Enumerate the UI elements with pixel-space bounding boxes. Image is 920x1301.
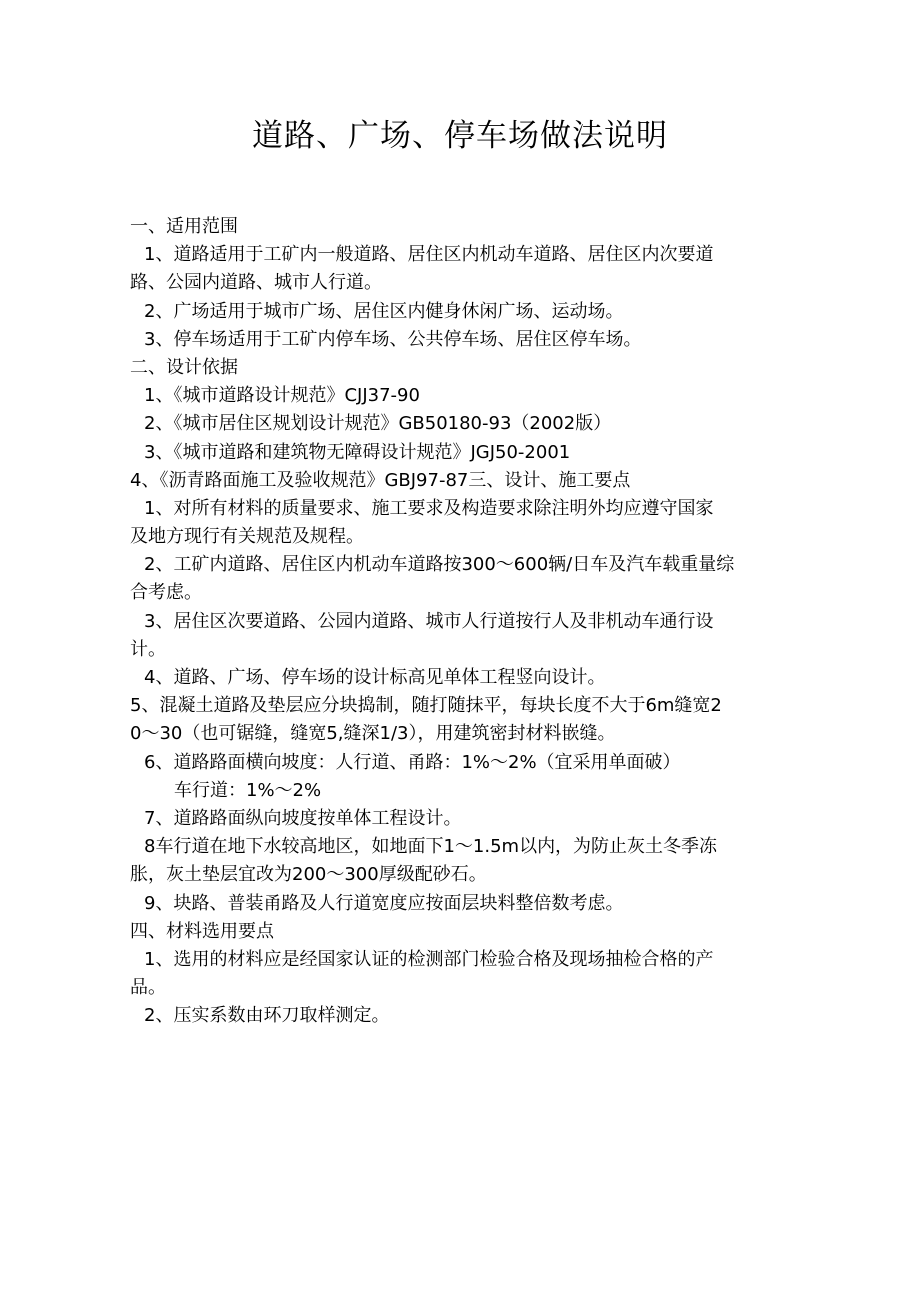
paragraph-line: 1、选用的材料应是经国家认证的检测部门检验合格及现场抽检合格的产 bbox=[144, 948, 714, 970]
paragraph-line: 8车行道在地下水较高地区，如地面下1〜1.5m以内，为防止灰土冬季冻 bbox=[144, 836, 718, 858]
paragraph-line: 3、居住区次要道路、公园内道路、城市人行道按行人及非机动车通行设 bbox=[144, 610, 714, 632]
paragraph-line: 0〜30（也可锯缝，缝宽5,缝深1/3），用建筑密封材料嵌缝。 bbox=[130, 723, 616, 745]
paragraph-line: 合考虑。 bbox=[130, 582, 202, 604]
paragraph-line: 5、混凝土道路及垫层应分块捣制，随打随抹平，每块长度不大于6m缝宽2 bbox=[130, 695, 722, 717]
paragraph-line: 3、停车场适用于工矿内停车场、公共停车场、居住区停车场。 bbox=[144, 328, 642, 350]
paragraph-line: 2、广场适用于城市广场、居住区内健身休闲广场、运动场。 bbox=[144, 300, 624, 322]
paragraph-line: 路、公园内道路、城市人行道。 bbox=[130, 272, 382, 294]
paragraph-line: 胀，灰土垫层宜改为200〜300厚级配砂石。 bbox=[130, 864, 487, 886]
document-title: 道路、广场、停车场做法说明 bbox=[252, 118, 668, 154]
paragraph-line: 计。 bbox=[130, 638, 166, 660]
paragraph-line: 4、《沥青路面施工及验收规范》GBJ97-87三、设计、施工要点 bbox=[130, 469, 631, 491]
paragraph-line: 2、《城市居住区规划设计规范》GB50180-93（2002版） bbox=[144, 413, 612, 435]
paragraph-line: 车行道：1%〜2% bbox=[174, 779, 322, 801]
paragraph-line: 3、《城市道路和建筑物无障碍设计规范》JGJ50-2001 bbox=[144, 441, 571, 463]
paragraph-line: 品。 bbox=[130, 977, 166, 999]
paragraph-line: 4、道路、广场、停车场的设计标高见单体工程竖向设计。 bbox=[144, 667, 606, 688]
document-body bbox=[130, 213, 800, 1030]
section-heading-materials: 四、材料选用要点 bbox=[130, 920, 274, 942]
paragraph-line: 1、道路适用于工矿内一般道路、居住区内机动车道路、居住区内次要道 bbox=[144, 244, 714, 266]
paragraph-line: 1、《城市道路设计规范》CJJ37-90 bbox=[144, 385, 420, 407]
paragraph-line: 2、压实系数由环刀取样测定。 bbox=[144, 1005, 390, 1027]
section-heading-basis: 二、设计依据 bbox=[130, 356, 238, 378]
paragraph-line: 7、道路路面纵向坡度按单体工程设计。 bbox=[144, 807, 462, 829]
section-heading-scope: 一、适用范围 bbox=[130, 216, 238, 237]
paragraph-line: 1、对所有材料的质量要求、施工要求及构造要求除注明外均应遵守国家 bbox=[144, 497, 714, 519]
paragraph-line: 9、块路、普装甬路及人行道宽度应按面层块料整倍数考虑。 bbox=[144, 892, 624, 914]
paragraph-line: 及地方现行有关规范及规程。 bbox=[130, 526, 364, 548]
paragraph-line: 6、道路路面横向坡度：人行道、甬路：1%〜2%（宜采用单面破） bbox=[144, 751, 681, 773]
paragraph-line: 2、工矿内道路、居住区内机动车道路按300〜600辆/日车及汽车载重量综 bbox=[144, 554, 735, 576]
